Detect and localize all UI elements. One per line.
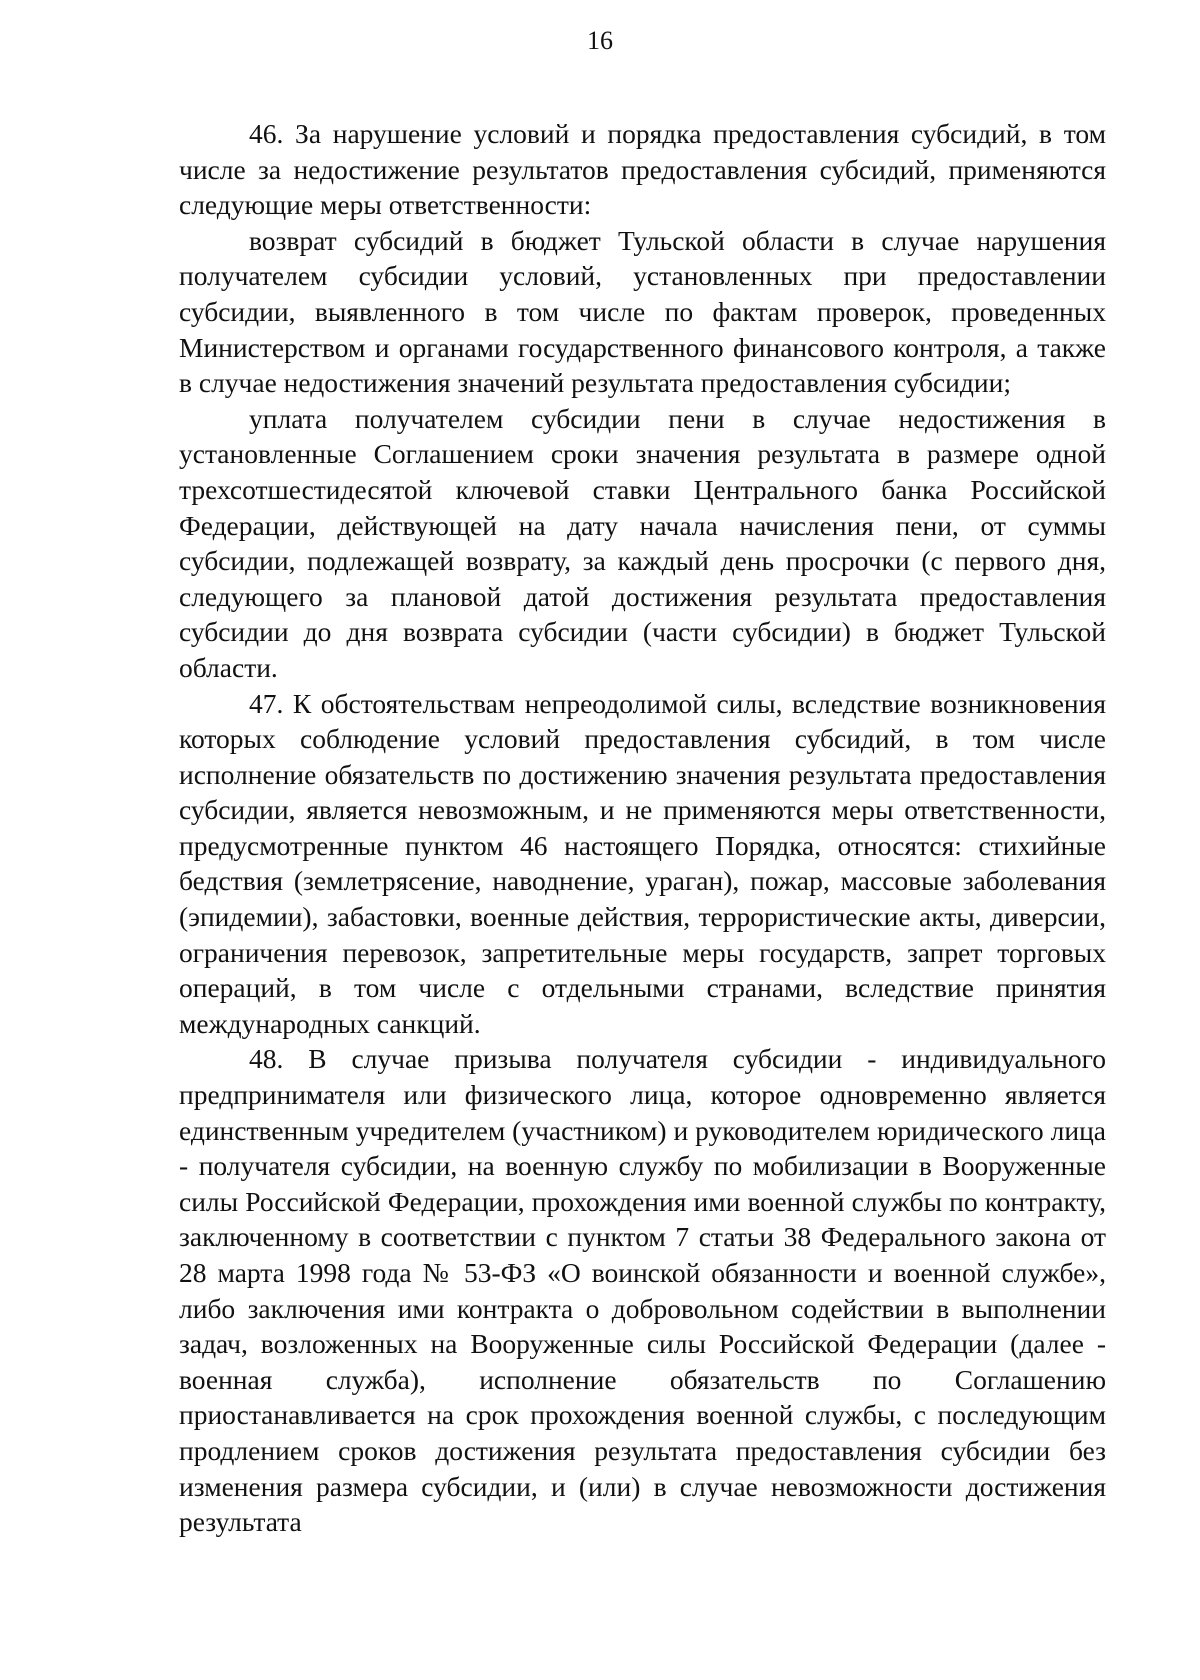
paragraph-46-subsidy-return: возврат субсидий в бюджет Тульской области в случае нарушения получателем субсидии условий, установленных при предоставлении субсидии, выявленного в том числе по фактам проверок, проведенных Министерством и органами государственного финансового контроля, а также в случае недостижения значений результата предоставления субсидии;: [179, 224, 1106, 399]
paragraph-47: 47. К обстоятельствам непреодолимой силы, вследствие возникновения которых соблюдение условий предоставления субсидий, в том числе исполнение обязательств по достижению значения результата предоставления субсидии, является невозможным, и не применяются меры ответственности, предусмотренные пунктом 46 настоящего Порядка, относятся: стихийные бедствия (землетрясение, наводнение, ураган), пожар, массовые заболевания (эпидемии), забастовки, военные действия, террористические акты, диверсии, ограничения перевозок, запретительные меры государств, запрет торговых операций, в том числе с отдельными странами, вследствие принятия международных санкций.: [179, 687, 1106, 1039]
document-body: [179, 116, 1106, 1540]
paragraph-46-penalty-payment: уплата получателем субсидии пени в случае недостижения в установленные Соглашением сроки значения результата в размере одной трехсотшестидесятой ключевой ставки Центрального банка Российской Федерации, действующей на дату начала начисления пени, от суммы субсидии, подлежащей возврату, за каждый день просрочки (с первого дня, следующего за плановой датой достижения результата предоставления субсидии до дня возврата субсидии (части субсидии) в бюджет Тульской области.: [179, 402, 1106, 683]
page-number: 16: [587, 26, 613, 55]
paragraph-46: 46. За нарушение условий и порядка предоставления субсидий, в том числе за недостижение результатов предоставления субсидий, применяются следующие меры ответственности:: [179, 118, 1106, 221]
paragraph-48: 48. В случае призыва получателя субсидии - индивидуального предпринимателя или физического лица, которое одновременно является единственным учредителем (участником) и руководителем юридического лица - получателя субсидии, на военную службу по мобилизации в Вооруженные силы Российской Федерации, прохождения ими военной службы по контракту, заключенному в соответствии с пунктом 7 статьи 38 Федерального закона от 28 марта 1998 года № 53-ФЗ «О воинской обязанности и военной службе», либо заключения ими контракта о добровольном содействии в выполнении задач, возложенных на Вооруженные силы Российской Федерации (далее - военная служба), исполнение обязательств по Соглашению приостанавливается на срок прохождения военной службы, с последующим продлением сроков достижения результата предоставления субсидии без изменения размера субсидии, и (или) в случае невозможности достижения результата: [179, 1043, 1106, 1538]
